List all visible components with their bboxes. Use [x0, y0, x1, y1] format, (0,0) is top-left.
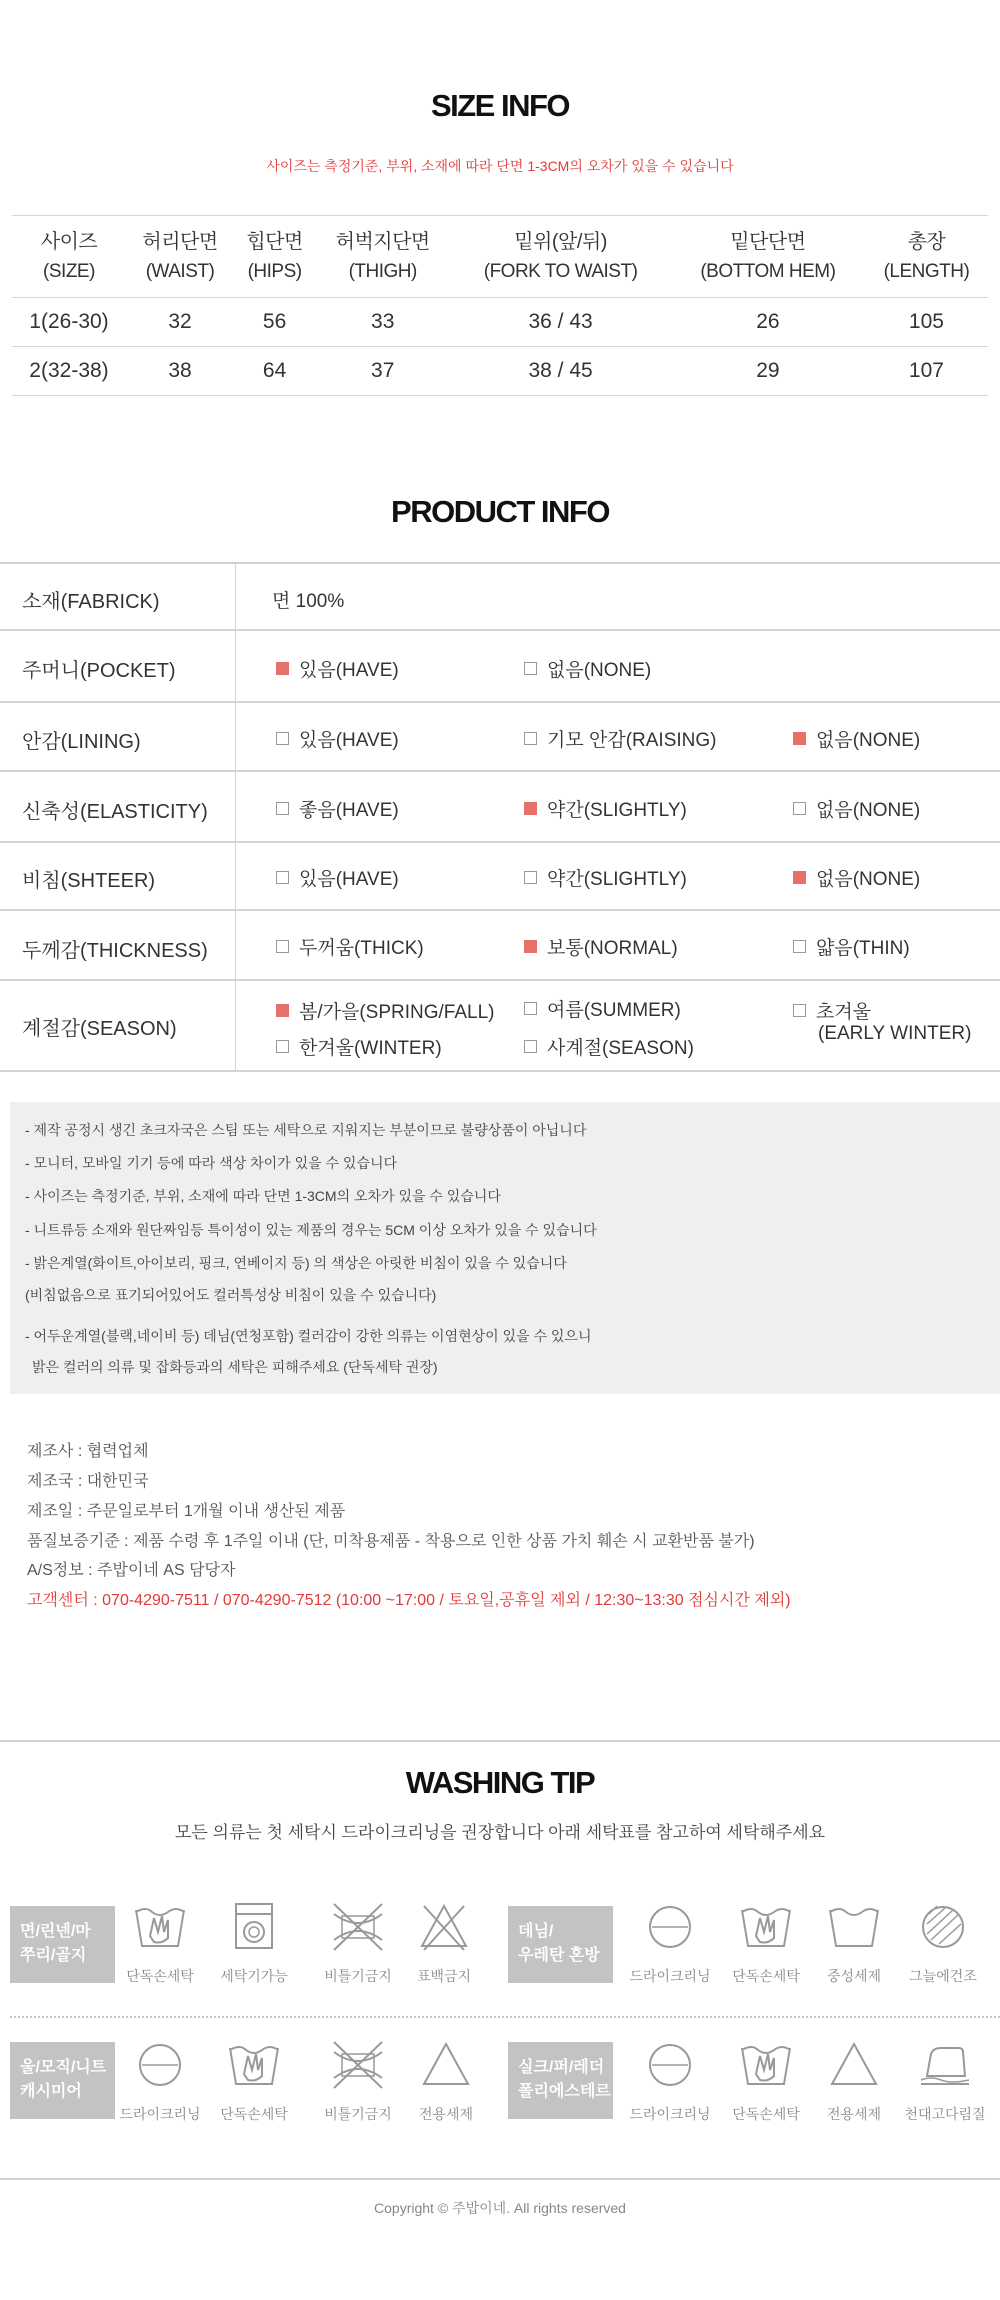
washing-machine-icon — [226, 1902, 282, 1952]
shade-dry-icon — [915, 1902, 971, 1952]
season-option-spring-fall[interactable]: 봄/가을(SPRING/FALL) — [276, 997, 494, 1024]
customer-center: 고객센터 : 070-4290-7511 / 070-4290-7512 (10:00 ~17:00 / 토요일,공휴일 제외 / 12:30~13:30 점심시간 제외) — [27, 1592, 791, 1609]
table-row — [12, 298, 988, 347]
checkbox-unchecked[interactable] — [276, 871, 289, 884]
wash-item: 전용세제 — [804, 2040, 904, 2124]
wash-item: 단독손세탁 — [204, 2040, 304, 2124]
table-cell: 105 — [865, 298, 988, 347]
wash-item: 세탁기가능 — [204, 1902, 304, 1986]
sheer-row — [0, 843, 1000, 911]
notice-line: - 니트류등 소재와 원단짜임등 특이성이 있는 제품의 경우는 5CM 이상 오차가 있을 수 있습니다 — [25, 1222, 597, 1238]
lining-label: 안감(LINING) — [22, 731, 141, 753]
table-row — [12, 347, 988, 396]
copyright: Copyright © 주밥이네. All rights reserved — [374, 2200, 626, 2216]
fabric-row — [0, 564, 1000, 631]
as-info: A/S정보 : 주밥이네 AS 담당자 — [27, 1562, 236, 1579]
notice-line: - 사이즈는 측정기준, 부위, 소재에 따라 단면 1-3CM의 오차가 있을 수 있습니다 — [25, 1188, 501, 1204]
hand-wash-icon — [226, 2040, 282, 2090]
dry-clean-icon — [132, 2040, 188, 2090]
season-label: 계절감(SEASON) — [22, 1018, 177, 1040]
header-waist: 허리단면 (WAIST) — [126, 216, 234, 298]
table-cell: 2(32-38) — [12, 347, 126, 396]
pocket-label: 주머니(POCKET) — [22, 660, 176, 682]
elasticity-label: 신축성(ELASTICITY) — [22, 801, 208, 823]
hand-wash-icon — [738, 1902, 794, 1952]
checkbox-unchecked[interactable] — [524, 1002, 537, 1015]
wash-item: 단독손세탁 — [716, 1902, 816, 1986]
header-fork-to-waist: 밑위(앞/뒤) (FORK TO WAIST) — [450, 216, 671, 298]
lining-option-have[interactable]: 있음(HAVE) — [276, 725, 399, 752]
sheer-label: 비침(SHTEER) — [22, 870, 156, 892]
table-cell: 32 — [126, 298, 234, 347]
pocket-row — [0, 631, 1000, 703]
season-option-summer[interactable]: 여름(SUMMER) — [524, 995, 681, 1022]
manufacture-date: 제조일 : 주문일로부터 1개월 이내 생산된 제품 — [27, 1503, 346, 1520]
checkbox-checked[interactable] — [793, 871, 806, 884]
wash-item: 비틀기금지 — [308, 2040, 408, 2124]
wash-item: 전용세제 — [396, 2040, 496, 2124]
wash-item: 천대고다림질 — [895, 2040, 995, 2124]
wash-item: 중성세제 — [804, 1902, 904, 1986]
sheer-option-slightly[interactable]: 약간(SLIGHTLY) — [524, 864, 687, 891]
country: 제조국 : 대한민국 — [27, 1473, 149, 1490]
warranty: 품질보증기준 : 제품 수령 후 1주일 이내 (단, 미착용제품 - 착용으로 인한 상품 가치 훼손 시 교환반품 불가) — [27, 1533, 755, 1550]
wash-item: 단독손세탁 — [110, 1902, 210, 1986]
table-cell: 36 / 43 — [450, 298, 671, 347]
thickness-option-normal[interactable]: 보통(NORMAL) — [524, 933, 678, 960]
no-wring-icon — [330, 1902, 386, 1952]
elasticity-option-slightly[interactable]: 약간(SLIGHTLY) — [524, 795, 687, 822]
pocket-option-none[interactable]: 없음(NONE) — [524, 655, 651, 682]
wash-category-silk: 실크/퍼/레더 폴리에스테르 — [508, 2042, 613, 2119]
checkbox-unchecked[interactable] — [793, 1004, 806, 1017]
checkbox-unchecked[interactable] — [276, 802, 289, 815]
checkbox-checked[interactable] — [793, 732, 806, 745]
elasticity-row — [0, 772, 1000, 843]
fabric-value: 면 100% — [272, 591, 345, 612]
neutral-detergent-icon — [826, 1902, 882, 1952]
no-bleach-icon — [416, 1902, 472, 1952]
header-length: 총장 (LENGTH) — [865, 216, 988, 298]
dotted-divider — [10, 2016, 1000, 2018]
notice-line: - 어두운계열(블랙,네이비 등) 데님(연청포함) 컬러감이 강한 의류는 이염현상이 있을 수 있으니 — [25, 1328, 592, 1344]
lining-option-none[interactable]: 없음(NONE) — [793, 725, 920, 752]
notice-line: - 제작 공정시 생긴 초크자국은 스팀 또는 세탁으로 지워지는 부분이므로 불량상품이 아닙니다 — [25, 1122, 587, 1138]
checkbox-checked[interactable] — [276, 1004, 289, 1017]
table-cell: 1(26-30) — [12, 298, 126, 347]
table-cell: 33 — [315, 298, 450, 347]
thickness-label: 두께감(THICKNESS) — [22, 940, 208, 962]
divider — [0, 2178, 1000, 2180]
season-option-early-winter-en: (EARLY WINTER) — [818, 1023, 972, 1044]
checkbox-unchecked[interactable] — [524, 662, 537, 675]
season-row — [0, 981, 1000, 1072]
divider — [0, 1740, 1000, 1742]
fabric-label: 소재(FABRICK) — [22, 591, 160, 613]
notice-line: (비침없음으로 표기되어있어도 컬러특성상 비침이 있을 수 있습니다) — [25, 1287, 437, 1303]
table-cell: 37 — [315, 347, 450, 396]
checkbox-unchecked[interactable] — [524, 871, 537, 884]
no-wring-icon — [330, 2040, 386, 2090]
wash-item: 단독손세탁 — [716, 2040, 816, 2124]
checkbox-unchecked[interactable] — [276, 732, 289, 745]
wash-category-cotton: 면/린넨/마 쭈리/골지 — [10, 1906, 115, 1983]
wash-item: 드라이크리닝 — [620, 1902, 720, 1986]
sheer-option-have[interactable]: 있음(HAVE) — [276, 864, 399, 891]
hand-wash-icon — [738, 2040, 794, 2090]
checkbox-unchecked[interactable] — [793, 802, 806, 815]
wash-item: 드라이크리닝 — [620, 2040, 720, 2124]
sheer-option-none[interactable]: 없음(NONE) — [793, 864, 920, 891]
checkbox-checked[interactable] — [524, 802, 537, 815]
season-option-all-season[interactable]: 사계절(SEASON) — [524, 1033, 694, 1060]
thickness-row — [0, 911, 1000, 981]
elasticity-option-none[interactable]: 없음(NONE) — [793, 795, 920, 822]
wash-item: 비틀기금지 — [308, 1902, 408, 1986]
header-thigh: 허벅지단면 (THIGH) — [315, 216, 450, 298]
checkbox-checked[interactable] — [524, 940, 537, 953]
size-table — [12, 215, 988, 396]
special-detergent-icon — [418, 2040, 474, 2090]
product-info-title: PRODUCT INFO — [391, 494, 609, 529]
iron-with-cloth-icon — [917, 2040, 973, 2090]
header-bottom-hem: 밑단단면 (BOTTOM HEM) — [671, 216, 865, 298]
size-info-subtitle: 사이즈는 측정기준, 부위, 소재에 따라 단면 1-3CM의 오차가 있을 수 있습니다 — [266, 158, 734, 174]
washing-tip-subtitle: 모든 의류는 첫 세탁시 드라이크리닝을 권장합니다 아래 세탁표를 참고하여 세탁해주세요 — [174, 1823, 826, 1842]
header-hips: 힙단면 (HIPS) — [234, 216, 315, 298]
hand-wash-icon — [132, 1902, 188, 1952]
notice-line: - 밝은계열(화이트,아이보리, 핑크, 연베이지 등) 의 색상은 아릿한 비침이 있을 수 있습니다 — [25, 1255, 567, 1271]
wash-item: 그늘에건조 — [893, 1902, 993, 1986]
table-cell: 107 — [865, 347, 988, 396]
notice-line: 밝은 컬러의 의류 및 잡화등과의 세탁은 피해주세요 (단독세탁 권장) — [32, 1359, 438, 1375]
thickness-option-thin[interactable]: 얇음(THIN) — [793, 933, 910, 960]
table-cell: 38 — [126, 347, 234, 396]
checkbox-unchecked[interactable] — [276, 940, 289, 953]
wash-item: 드라이크리닝 — [110, 2040, 210, 2124]
header-size: 사이즈 (SIZE) — [12, 216, 126, 298]
season-option-winter[interactable]: 한겨울(WINTER) — [276, 1033, 442, 1060]
wash-item: 표백금지 — [394, 1902, 494, 1986]
lining-row — [0, 703, 1000, 772]
checkbox-checked[interactable] — [276, 662, 289, 675]
dry-clean-icon — [642, 1902, 698, 1952]
thickness-option-thick[interactable]: 두꺼움(THICK) — [276, 933, 424, 960]
checkbox-unchecked[interactable] — [524, 1040, 537, 1053]
special-detergent-icon — [826, 2040, 882, 2090]
notice-box — [10, 1102, 1000, 1394]
checkbox-unchecked[interactable] — [276, 1040, 289, 1053]
table-cell: 38 / 45 — [450, 347, 671, 396]
table-cell: 29 — [671, 347, 865, 396]
size-info-title: SIZE INFO — [430, 88, 570, 123]
table-cell: 26 — [671, 298, 865, 347]
checkbox-unchecked[interactable] — [524, 732, 537, 745]
dry-clean-icon — [642, 2040, 698, 2090]
washing-tip-title: WASHING TIP — [405, 1765, 595, 1800]
wash-category-wool: 울/모직/니트 캐시미어 — [10, 2042, 115, 2119]
size-table-header — [12, 216, 988, 298]
table-cell: 64 — [234, 347, 315, 396]
notice-line: - 모니터, 모바일 기기 등에 따라 색상 차이가 있을 수 있습니다 — [25, 1155, 398, 1171]
lining-option-raising[interactable]: 기모 안감(RAISING) — [524, 725, 716, 752]
wash-category-denim: 데님/ 우레탄 혼방 — [508, 1906, 613, 1983]
elasticity-option-have[interactable]: 좋음(HAVE) — [276, 795, 399, 822]
table-cell: 56 — [234, 298, 315, 347]
season-option-early-winter[interactable]: 초겨울 — [793, 997, 871, 1024]
manufacturer: 제조사 : 협력업체 — [27, 1443, 149, 1460]
pocket-option-have[interactable]: 있음(HAVE) — [276, 655, 399, 682]
checkbox-unchecked[interactable] — [793, 940, 806, 953]
